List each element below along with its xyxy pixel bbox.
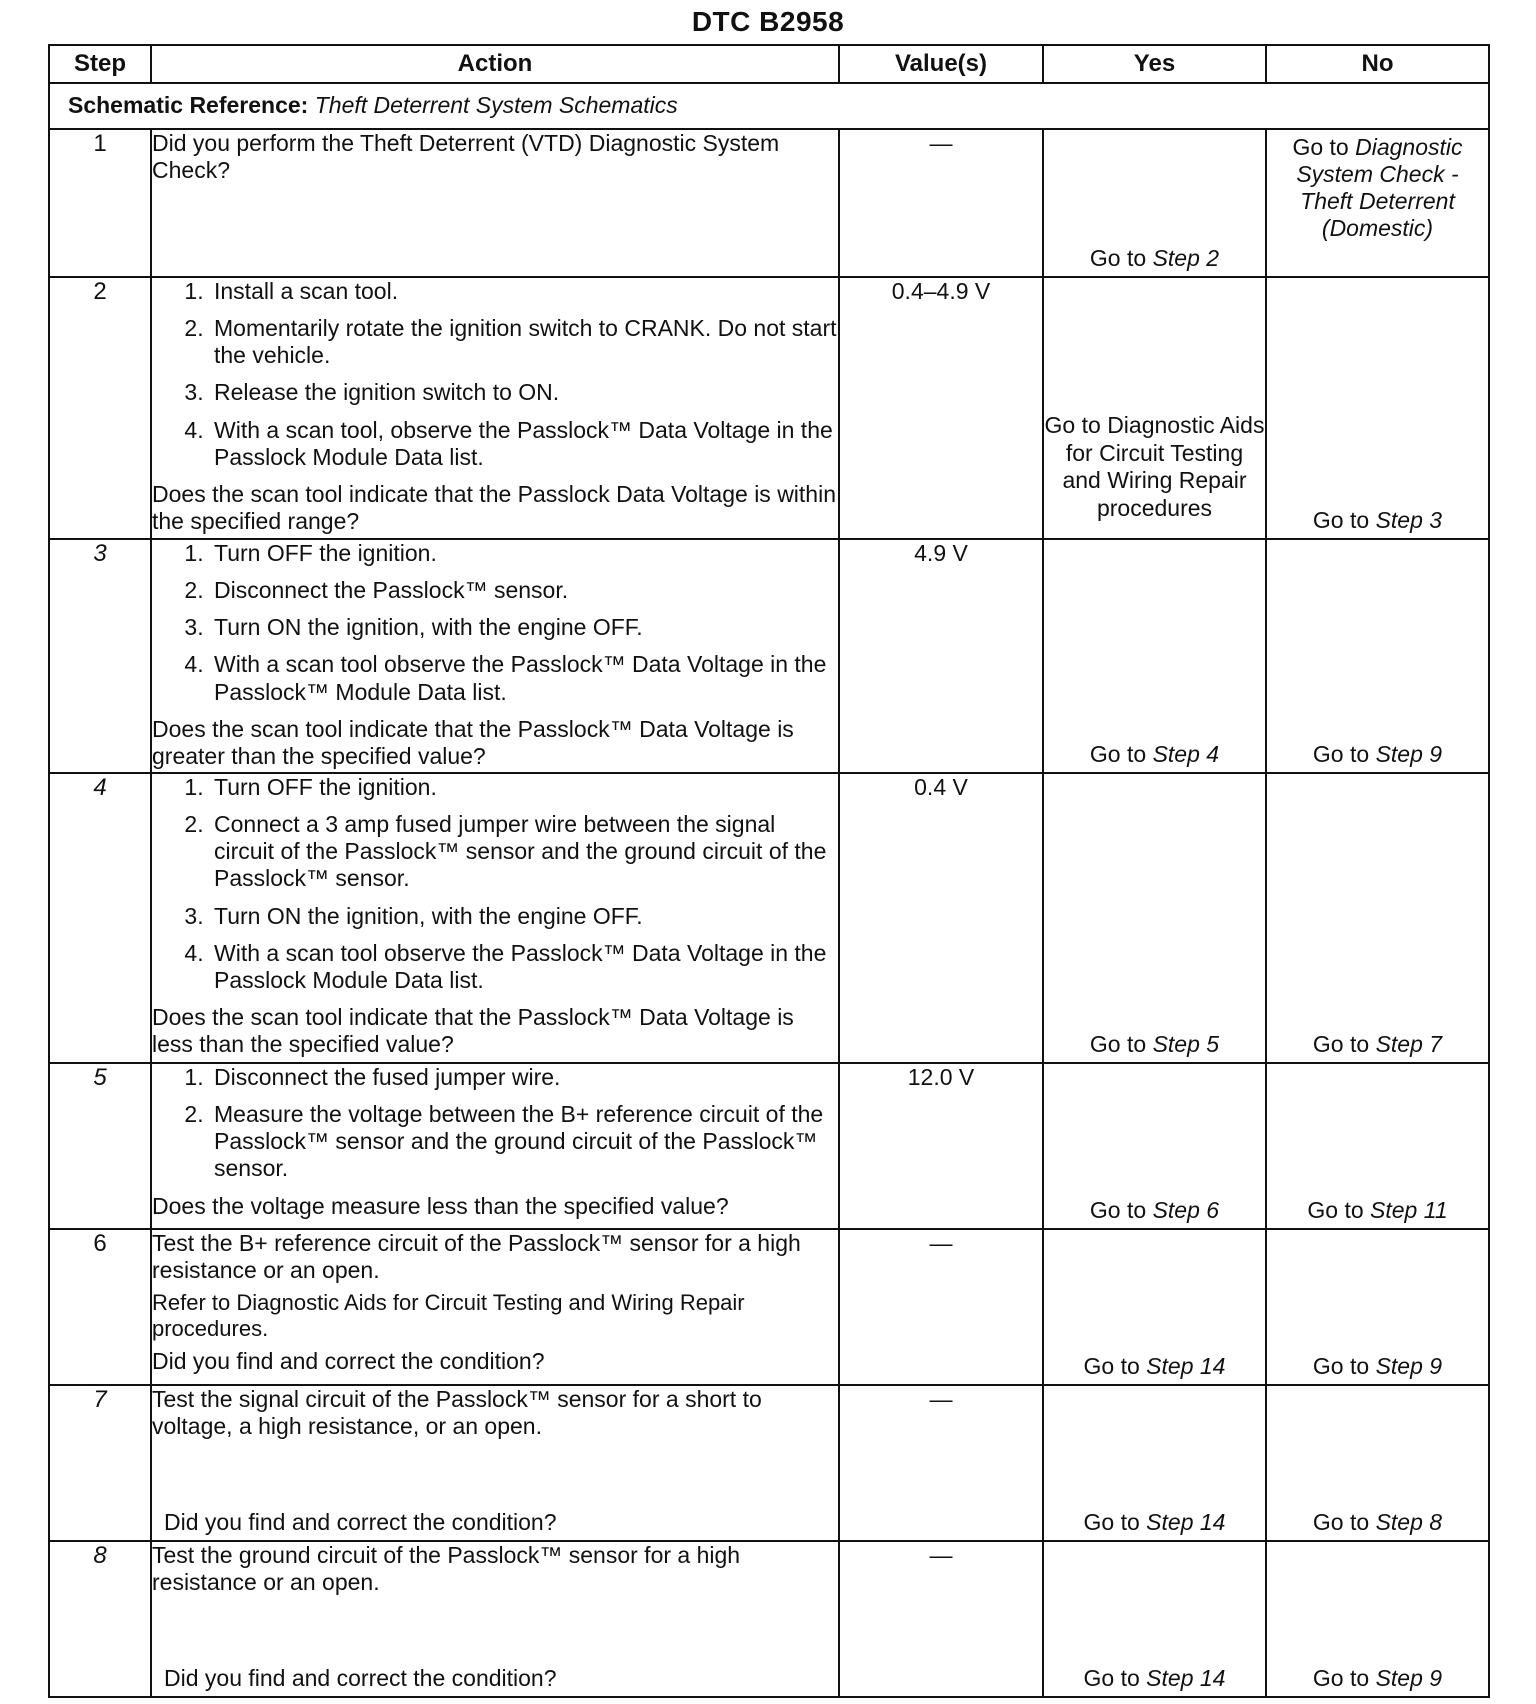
action-step: 4. With a scan tool observe the Passlock™ Data Voltage in the Passlock Module Data list.	[210, 940, 838, 994]
step-number: 3	[49, 539, 151, 773]
yes-cell	[1043, 1063, 1266, 1229]
action-step: 1. Disconnect the fused jumper wire.	[210, 1064, 838, 1091]
header-value: Value(s)	[839, 45, 1043, 83]
yes-goto-link[interactable]: Go to Step 5	[1089, 1030, 1220, 1057]
action-cell	[151, 129, 839, 277]
action-cell	[151, 1385, 839, 1541]
action-question: Did you find and correct the condition?	[164, 1508, 557, 1535]
step-number: 4	[49, 773, 151, 1063]
action-step: 2. Measure the voltage between the B+ reference circuit of the Passlock™ sensor and the ground circuit of the Passlock™ sensor.	[210, 1101, 838, 1182]
value-cell: —	[839, 1385, 1043, 1541]
action-steps	[152, 540, 838, 706]
value-cell: —	[839, 129, 1043, 277]
table-row	[49, 773, 1489, 1063]
no-goto-link[interactable]: Go to Step 9	[1312, 740, 1443, 767]
action-step: 4. With a scan tool observe the Passlock™ Data Voltage in the Passlock™ Module Data list.	[210, 651, 838, 705]
no-goto-link[interactable]: Go to Diagnostic System Check - Theft Deterrent (Domestic)	[1292, 134, 1463, 242]
value-cell: —	[839, 1229, 1043, 1385]
table-row	[49, 277, 1489, 539]
action-step: 3. Turn ON the ignition, with the engine OFF.	[210, 614, 838, 641]
action-text: Test the ground circuit of the Passlock™ sensor for a high resistance or an open.	[152, 1542, 741, 1596]
yes-goto-link[interactable]: Go to Step 2	[1089, 244, 1220, 271]
no-goto-link[interactable]: Go to Step 11	[1307, 1196, 1448, 1223]
no-goto-link[interactable]: Go to Step 3	[1312, 506, 1443, 533]
table-row	[49, 129, 1489, 277]
yes-goto-link[interactable]: Go to Step 14	[1083, 1664, 1226, 1691]
schematic-reference-link[interactable]: Theft Deterrent System Schematics	[314, 92, 678, 119]
step-number: 8	[49, 1541, 151, 1697]
value-cell: —	[839, 1541, 1043, 1697]
action-reference: Refer to Diagnostic Aids for Circuit Testing and Wiring Repair procedures.	[152, 1290, 745, 1342]
no-cell	[1266, 277, 1489, 539]
schematic-reference	[49, 83, 1489, 129]
table-row	[49, 1063, 1489, 1229]
yes-cell	[1043, 1229, 1266, 1385]
action-step: 2. Momentarily rotate the ignition switch to CRANK. Do not start the vehicle.	[210, 315, 838, 369]
action-question: Did you find and correct the condition?	[152, 1348, 545, 1375]
schematic-reference-label: Schematic Reference:	[68, 92, 309, 119]
yes-cell	[1043, 277, 1266, 539]
no-cell	[1266, 1229, 1489, 1385]
no-cell	[1266, 1541, 1489, 1697]
value-cell: 0.4–4.9 V	[839, 277, 1043, 539]
table-row	[49, 1541, 1489, 1697]
step-number: 6	[49, 1229, 151, 1385]
no-goto-link[interactable]: Go to Step 8	[1312, 1508, 1443, 1535]
yes-goto-link[interactable]: Go to Step 4	[1089, 740, 1220, 767]
action-question: Does the voltage measure less than the specified value?	[152, 1192, 729, 1219]
page-title: DTC B2958	[691, 6, 845, 37]
header-action: Action	[151, 45, 839, 83]
action-steps	[152, 774, 838, 994]
action-step: 1. Turn OFF the ignition.	[210, 540, 838, 567]
step-number: 5	[49, 1063, 151, 1229]
action-cell	[151, 1063, 839, 1229]
action-question: Does the scan tool indicate that the Passlock Data Voltage is within the specified range?	[152, 480, 837, 534]
step-number: 7	[49, 1385, 151, 1541]
action-cell	[151, 1229, 839, 1385]
no-goto-link[interactable]: Go to Step 9	[1312, 1664, 1443, 1691]
step-number: 1	[49, 129, 151, 277]
diagnostic-table	[48, 44, 1490, 1698]
yes-goto-link[interactable]: Go to Step 14	[1083, 1508, 1226, 1535]
action-step: 2. Disconnect the Passlock™ sensor.	[210, 577, 838, 604]
action-question: Does the scan tool indicate that the Passlock™ Data Voltage is less than the specified value?	[152, 1003, 794, 1057]
action-text: Test the B+ reference circuit of the Passlock™ sensor for a high resistance or an open.	[152, 1230, 801, 1284]
action-cell	[151, 1541, 839, 1697]
no-cell	[1266, 1385, 1489, 1541]
header-row	[49, 45, 1489, 83]
value-cell: 4.9 V	[839, 539, 1043, 773]
step-number: 2	[49, 277, 151, 539]
value-cell: 0.4 V	[839, 773, 1043, 1063]
action-steps	[152, 1064, 838, 1183]
action-cell	[151, 773, 839, 1063]
no-cell	[1266, 1063, 1489, 1229]
action-step: 3. Release the ignition switch to ON.	[210, 379, 838, 406]
action-step: 1. Turn OFF the ignition.	[210, 774, 838, 801]
yes-cell	[1043, 773, 1266, 1063]
no-cell	[1266, 129, 1489, 277]
no-cell	[1266, 773, 1489, 1063]
action-text: Test the signal circuit of the Passlock™ sensor for a short to voltage, a high resistance, or an open.	[152, 1386, 762, 1440]
yes-goto-link[interactable]: Go to Step 14	[1083, 1352, 1226, 1379]
yes-cell	[1043, 1385, 1266, 1541]
yes-cell	[1043, 539, 1266, 773]
action-step: 2. Connect a 3 amp fused jumper wire between the signal circuit of the Passlock™ sensor and the ground circuit of the Passlock™ sensor.	[210, 811, 838, 892]
header-step: Step	[49, 45, 151, 83]
header-no: No	[1266, 45, 1489, 83]
table-row	[49, 539, 1489, 773]
yes-goto-link[interactable]: Go to Step 6	[1089, 1196, 1220, 1223]
action-step: 4. With a scan tool, observe the Passlock™ Data Voltage in the Passlock Module Data list.	[210, 417, 838, 471]
action-step: 3. Turn ON the ignition, with the engine OFF.	[210, 903, 838, 930]
action-question: Does the scan tool indicate that the Passlock™ Data Voltage is greater than the specified value?	[152, 715, 794, 769]
yes-goto-link[interactable]: Go to Diagnostic Aids for Circuit Testing and Wiring Repair procedures	[1044, 412, 1265, 521]
table-row	[49, 1229, 1489, 1385]
value-cell: 12.0 V	[839, 1063, 1043, 1229]
action-step: 1. Install a scan tool.	[210, 278, 838, 305]
action-question: Did you find and correct the condition?	[164, 1664, 557, 1691]
header-yes: Yes	[1043, 45, 1266, 83]
no-cell	[1266, 539, 1489, 773]
no-goto-link[interactable]: Go to Step 9	[1312, 1352, 1443, 1379]
yes-cell	[1043, 129, 1266, 277]
schematic-reference-row	[49, 83, 1489, 129]
no-goto-link[interactable]: Go to Step 7	[1312, 1030, 1443, 1057]
action-steps	[152, 278, 838, 471]
yes-cell	[1043, 1541, 1266, 1697]
table-row	[49, 1385, 1489, 1541]
action-question: Did you perform the Theft Deterrent (VTD) Diagnostic System Check?	[152, 130, 780, 184]
action-cell	[151, 277, 839, 539]
action-cell	[151, 539, 839, 773]
